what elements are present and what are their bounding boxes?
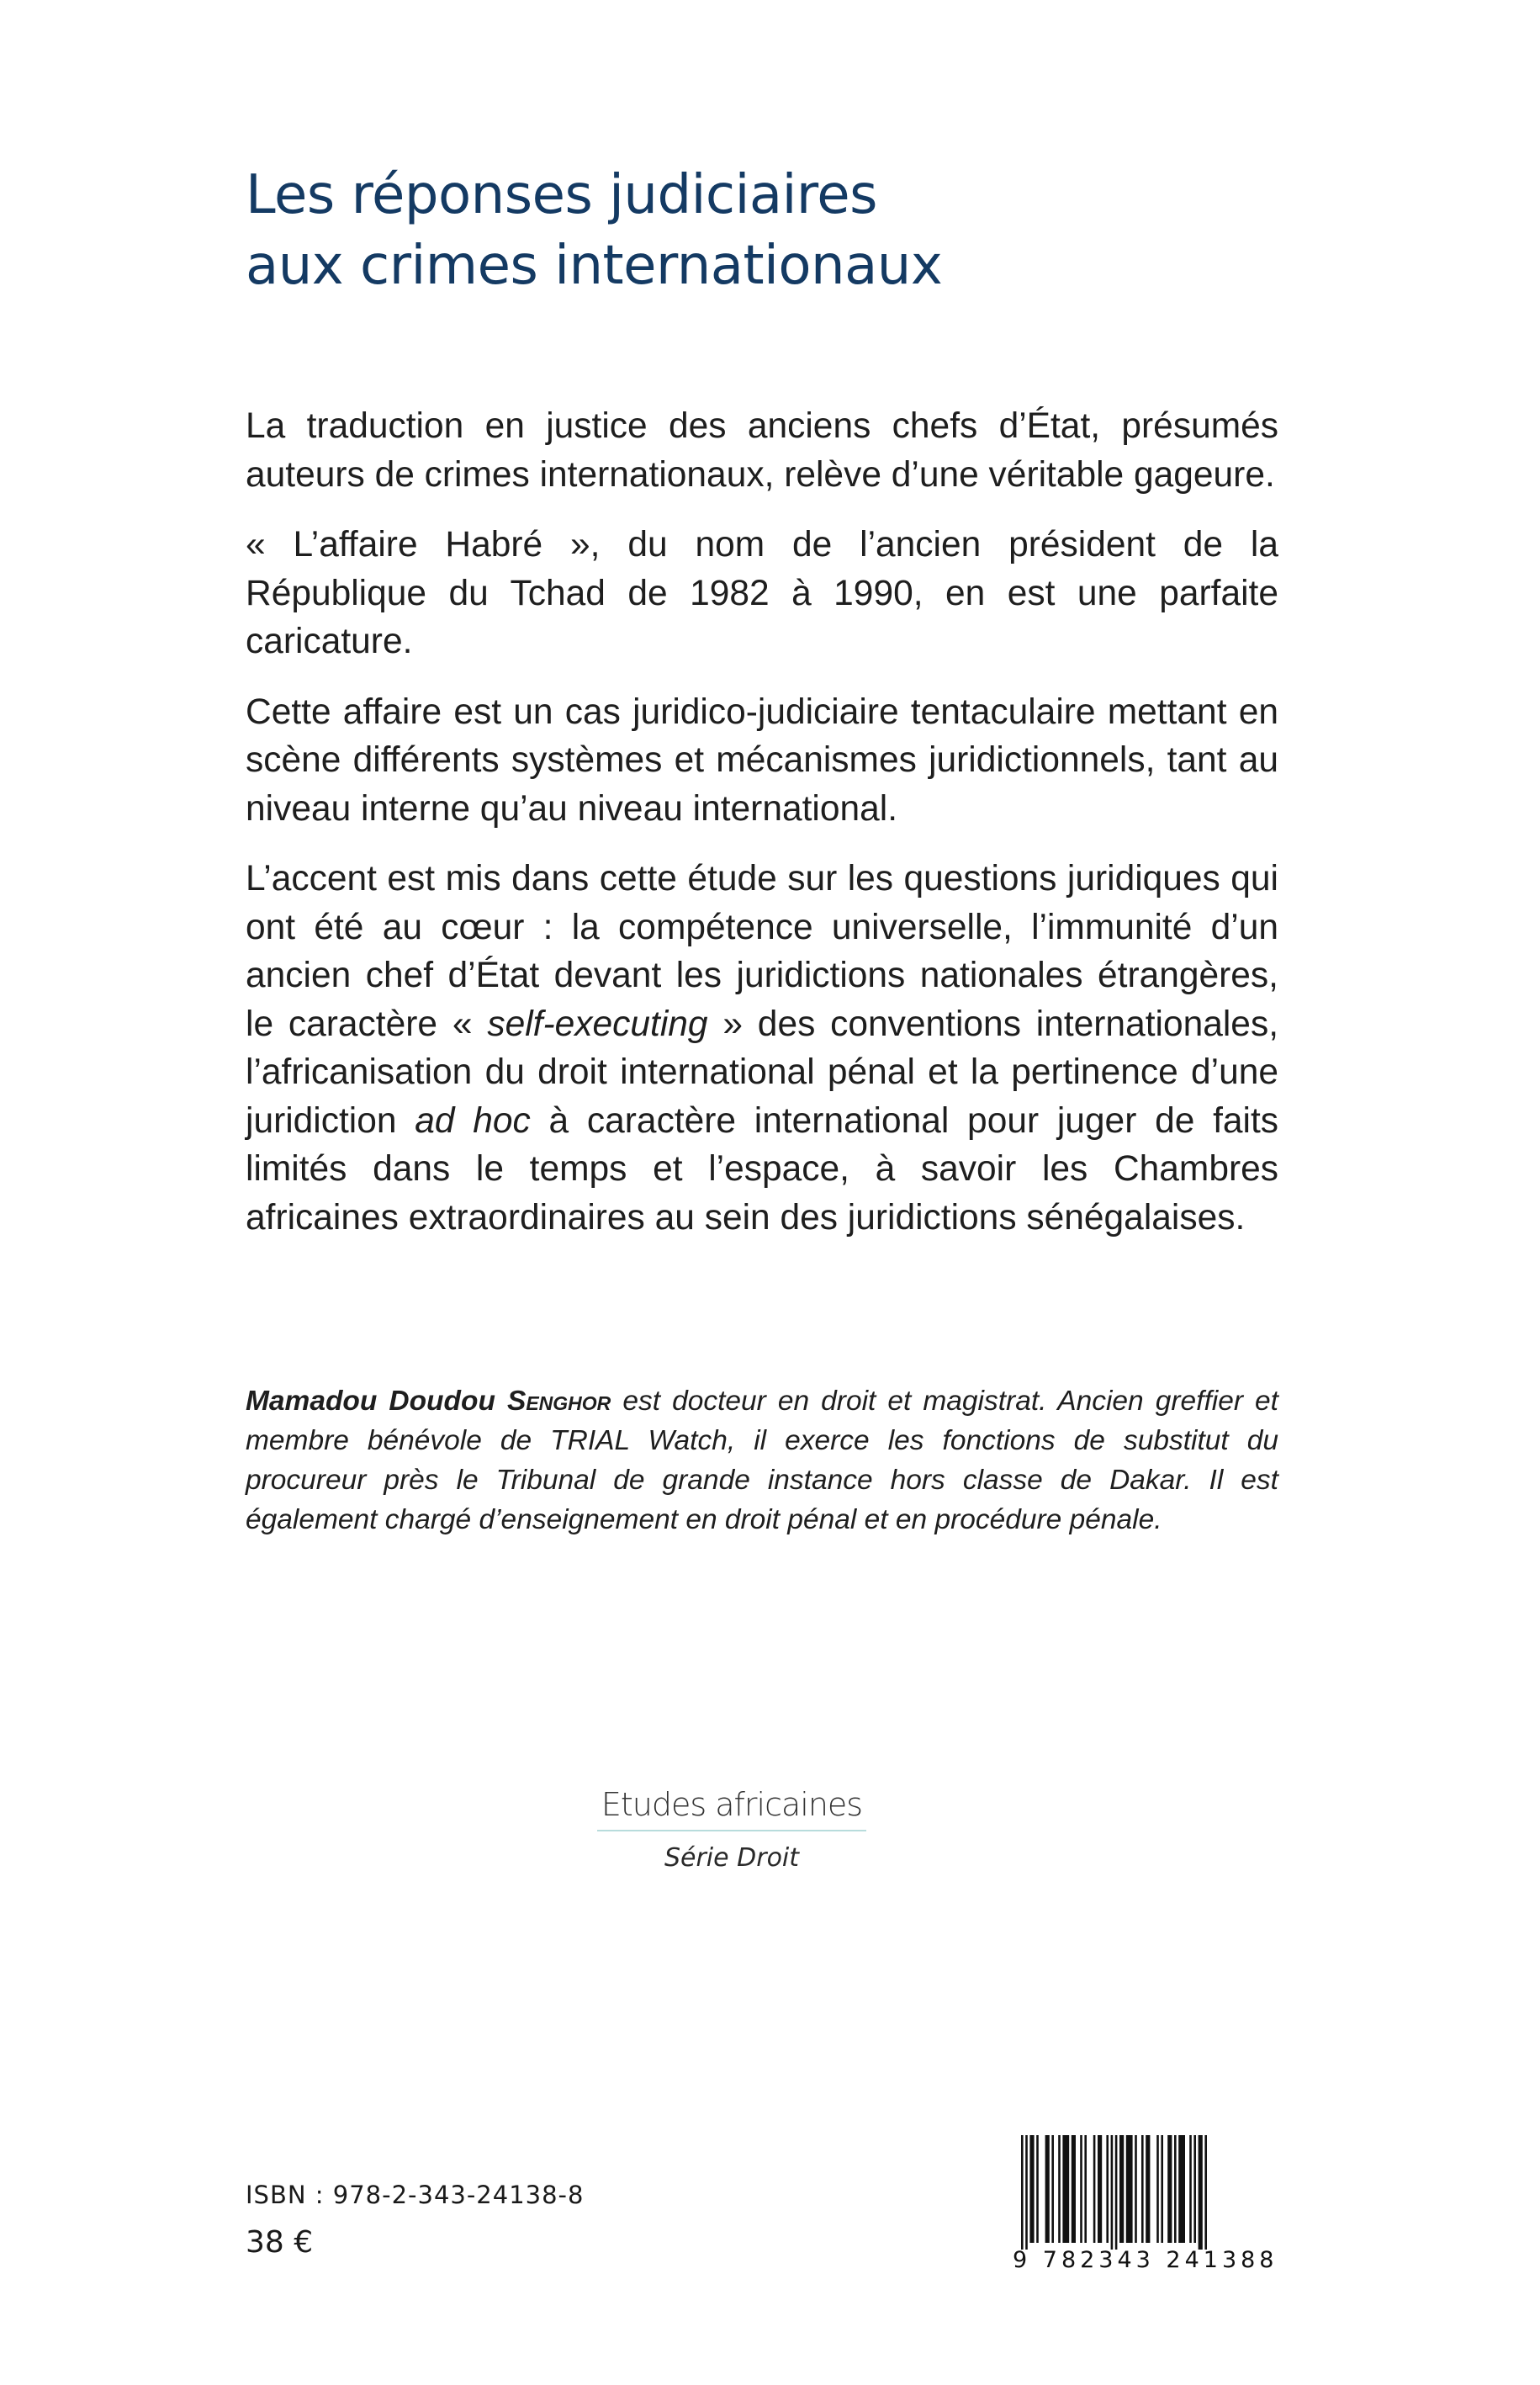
barcode-bar — [1193, 2135, 1196, 2243]
barcode-bar — [1098, 2135, 1102, 2243]
barcode-bar — [1135, 2135, 1137, 2243]
barcode-bar — [1051, 2135, 1054, 2243]
barcode-bar — [1036, 2135, 1039, 2243]
barcode-bar — [1045, 2135, 1050, 2243]
isbn: ISBN : 978-2-343-24138-8 — [246, 2181, 585, 2209]
collection-name: Etudes africaines — [597, 1786, 866, 1831]
barcode-bar — [1189, 2135, 1192, 2243]
barcode-bar — [1080, 2135, 1082, 2243]
synopsis-p4-part-a: L’accent est mis dans cette étude sur les questions juridiques qui ont été au cœur : la compétence universelle, l’immunité d’un ancien chef d’État devant les juridictions nationales étrangères, le caractère « — [246, 859, 1278, 1044]
author-bio — [246, 1381, 1278, 1540]
barcode-bar — [1178, 2135, 1185, 2243]
barcode-bar — [1072, 2135, 1076, 2243]
barcode-bar — [1025, 2135, 1028, 2250]
barcode-bar — [1119, 2135, 1124, 2243]
barcode-bar — [1204, 2135, 1207, 2250]
barcode-bar — [1111, 2135, 1114, 2250]
barcode-bar — [1029, 2135, 1034, 2243]
author-surname: Senghor — [506, 1386, 611, 1417]
collection-mark — [589, 1786, 875, 1873]
synopsis-p4-italic-self-executing: self-executing — [487, 1004, 708, 1044]
synopsis-p4-italic-ad-hoc: ad hoc — [415, 1100, 531, 1141]
barcode-bar — [1174, 2135, 1177, 2243]
barcode-bar — [1062, 2135, 1069, 2243]
synopsis-p4-part-b: » des conventions internationales, l’africanisation du droit international pénal et la pertinence d’une juridiction — [246, 1004, 1278, 1141]
barcode-digits: 9 782343 241388 — [1013, 2247, 1278, 2273]
barcode-bar — [1093, 2135, 1096, 2243]
barcode-bar — [1161, 2135, 1163, 2243]
barcode-bar — [1021, 2135, 1024, 2250]
barcode-bar — [1141, 2135, 1144, 2243]
barcode-bar — [1167, 2135, 1172, 2243]
collection-series: Série Droit — [664, 1843, 800, 1873]
synopsis — [246, 402, 1278, 1264]
synopsis-p4-part-c: à caractère international pour juger de faits limités dans le temps et l’espace, à savoir les Chambres africaines extraordinaires au sein des juridictions sénégalaises. — [246, 1100, 1279, 1238]
book-title-line-1: Les réponses judiciaires — [246, 164, 877, 226]
synopsis-paragraph-3: Cette affaire est un cas juridico-judiciaire tentaculaire mettant en scène différents systèmes et mécanismes juridictionnels, tant au niveau interne qu’au niveau international. — [246, 692, 1278, 829]
barcode-bar — [1199, 2135, 1203, 2250]
barcode-bar — [1126, 2135, 1133, 2243]
synopsis-paragraph-1: La traduction en justice des anciens chefs d’État, présumés auteurs de crimes internationaux, relève d’une véritable gageure. — [246, 406, 1278, 495]
barcode-bar — [1106, 2135, 1109, 2243]
barcode-bar — [1156, 2135, 1159, 2243]
synopsis-paragraph-2: « L’affaire Habré », du nom de l’ancien président de la République du Tchad de 1982 à 1990, en est une parfaite caricature. — [246, 525, 1278, 661]
author-bio-text: est docteur en droit et magistrat. Ancien greffier et membre bénévole de TRIAL Watch, il exerce les fonctions de substitut du procureur près le Tribunal de grande instance hors classe de Dakar. Il est également chargé d’enseignement en droit pénal et en procédure pénale. — [246, 1386, 1278, 1535]
barcode-bar — [1058, 2135, 1061, 2243]
barcode-bar — [1115, 2135, 1118, 2250]
book-title-line-2: aux crimes internationaux — [246, 235, 943, 297]
barcode — [1003, 2132, 1278, 2273]
barcode-bar — [1146, 2135, 1150, 2243]
synopsis-paragraph-4 — [246, 855, 1278, 1242]
author-given-name: Mamadou Doudou — [246, 1386, 495, 1417]
price: 38 € — [246, 2225, 314, 2260]
barcode-icon — [1003, 2132, 1273, 2250]
barcode-bar — [1084, 2135, 1087, 2243]
book-title — [246, 160, 1339, 301]
